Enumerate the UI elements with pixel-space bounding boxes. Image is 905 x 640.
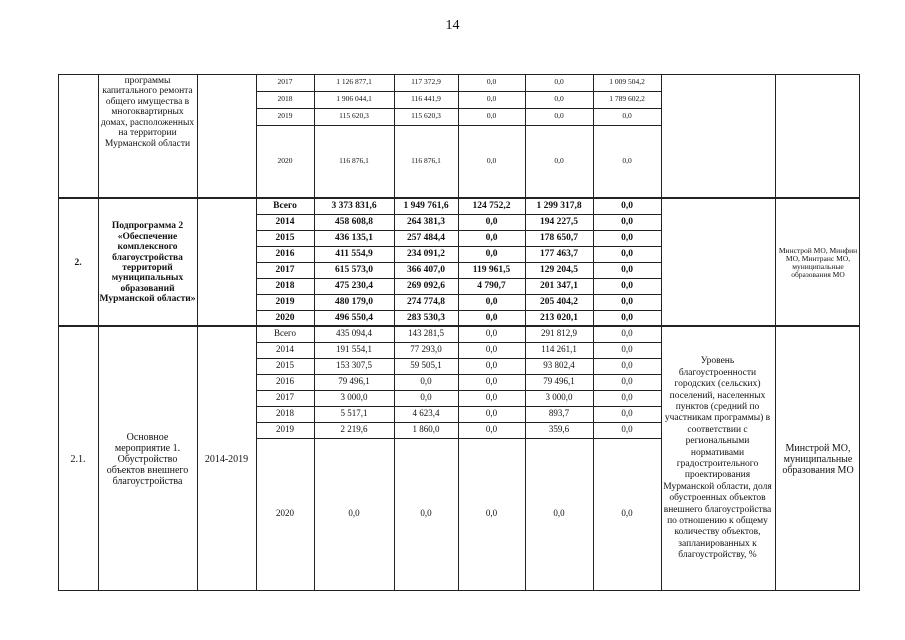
s21-row-total: 0,0 — [348, 508, 360, 519]
grid-line — [661, 74, 662, 591]
page-number: 14 — [445, 18, 460, 33]
s2-row-f1: 274 774,8 — [407, 296, 445, 307]
s21-row-total: 153 307,5 — [336, 360, 372, 371]
top-row-f4: 0,0 — [622, 156, 632, 166]
s21-row-f1: 143 281,5 — [408, 328, 444, 339]
top-row-year: 2020 — [277, 156, 293, 166]
section-21-executors: Минстрой МО, муниципальные образования МО — [782, 442, 854, 476]
s21-row-f4: 0,0 — [621, 392, 633, 403]
grid-line — [98, 74, 99, 591]
s21-row-f3: 291 812,9 — [541, 328, 577, 339]
top-row-f1: 116 876,1 — [411, 156, 441, 166]
top-row-year: 2017 — [277, 77, 293, 87]
s2-row-year: 2016 — [275, 248, 295, 259]
s21-row-year: 2018 — [276, 408, 294, 419]
grid-line — [197, 74, 198, 591]
top-row-year: 2018 — [277, 94, 293, 104]
top-row-f4: 1 009 504,2 — [609, 77, 645, 87]
s21-row-f3: 79 496,1 — [543, 376, 575, 387]
s21-row-year: 2017 — [276, 392, 294, 403]
grid-line — [458, 74, 459, 591]
s21-row-year: 2019 — [276, 424, 294, 435]
s21-row-f1: 0,0 — [420, 376, 432, 387]
s2-row-f2: 124 752,2 — [472, 200, 511, 211]
s21-row-f4: 0,0 — [621, 424, 633, 435]
s21-row-f4: 0,0 — [621, 360, 633, 371]
s2-row-f3: 213 020,1 — [540, 312, 578, 323]
top-row-f3: 0,0 — [554, 77, 564, 87]
s21-row-total: 79 496,1 — [338, 376, 370, 387]
top-row-f1: 115 620,3 — [411, 111, 441, 121]
grid-line — [525, 74, 526, 591]
top-row-total: 116 876,1 — [339, 156, 369, 166]
top-row-f4: 0,0 — [622, 111, 632, 121]
s2-row-f1: 366 407,0 — [407, 264, 445, 275]
s21-row-f4: 0,0 — [621, 408, 633, 419]
s2-row-f2: 0,0 — [485, 232, 498, 243]
s2-row-year: 2015 — [275, 232, 295, 243]
top-program-name: программы капитального ремонта общего имущества в многоквартирных домах, расположенных на территории Мурманской области — [100, 76, 195, 149]
s2-row-f4: 0,0 — [621, 280, 633, 291]
s21-row-total: 2 219,6 — [340, 424, 368, 435]
s2-row-total: 615 573,0 — [335, 264, 373, 275]
s21-row-year: 2016 — [276, 376, 294, 387]
section-2-name: Подпрограмма 2 «Обеспечение комплексного благоустройства территорий муниципальных образований Мурманской области» — [99, 221, 196, 305]
top-row-f3: 0,0 — [554, 111, 564, 121]
s2-row-total: 3 373 831,6 — [331, 200, 377, 211]
s2-row-total: 458 608,8 — [335, 216, 373, 227]
top-row-f3: 0,0 — [554, 94, 564, 104]
grid-line — [58, 197, 860, 199]
s21-row-f1: 4 623,4 — [412, 408, 440, 419]
s2-row-f4: 0,0 — [621, 248, 633, 259]
s21-row-f3: 93 802,4 — [543, 360, 575, 371]
s21-row-f3: 3 000,0 — [545, 392, 573, 403]
s2-row-f3: 205 404,2 — [540, 296, 578, 307]
s21-row-year: 2020 — [276, 508, 294, 519]
s21-row-f2: 0,0 — [485, 392, 498, 403]
top-row-f2: 0,0 — [486, 77, 497, 87]
section-2-executors: Минстрой МО, Минфин МО, Минтранс МО, муниципальные образования МО — [778, 245, 858, 280]
top-row-year: 2019 — [277, 111, 293, 121]
s2-row-year: 2014 — [275, 216, 295, 227]
s21-row-f4: 0,0 — [621, 344, 633, 355]
s21-row-f3: 359,6 — [548, 424, 570, 435]
s2-row-f3: 1 299 317,8 — [536, 200, 582, 211]
s21-row-f4: 0,0 — [621, 508, 633, 519]
s2-row-f2: 0,0 — [485, 216, 498, 227]
s2-row-f3: 177 463,7 — [540, 248, 578, 259]
top-row-f2: 0,0 — [486, 156, 497, 166]
s21-row-f2: 0,0 — [485, 344, 498, 355]
s2-row-year: 2017 — [275, 264, 295, 275]
s21-row-f2: 0,0 — [485, 424, 498, 435]
s2-row-f1: 264 381,3 — [407, 216, 445, 227]
s21-row-f1: 59 505,1 — [410, 360, 442, 371]
section-2-number: 2. — [74, 257, 82, 268]
s2-row-f3: 178 650,7 — [540, 232, 578, 243]
s21-row-f1: 77 293,0 — [410, 344, 442, 355]
s21-row-f4: 0,0 — [621, 376, 633, 387]
s21-row-f2: 0,0 — [485, 328, 498, 339]
grid-line — [775, 74, 776, 591]
s21-row-total: 191 554,1 — [336, 344, 372, 355]
s21-row-total: 5 517,1 — [340, 408, 368, 419]
s21-row-total: 435 094,4 — [336, 328, 372, 339]
s2-row-f1: 257 484,4 — [407, 232, 445, 243]
s2-row-f2: 4 790,7 — [477, 280, 506, 291]
s21-row-f1: 0,0 — [420, 508, 432, 519]
s21-row-f2: 0,0 — [485, 360, 498, 371]
top-row-f4: 1 789 602,2 — [609, 94, 645, 104]
s2-row-total: 496 550,4 — [335, 312, 373, 323]
s2-row-f1: 1 949 761,6 — [403, 200, 449, 211]
section-21-name: Основное мероприятие 1. Обустройство объектов внешнего благоустройства — [106, 431, 189, 487]
section-21-period: 2014-2019 — [204, 453, 249, 465]
s2-row-total: 475 230,4 — [335, 280, 373, 291]
top-row-f2: 0,0 — [486, 94, 497, 104]
grid-line — [58, 325, 860, 327]
s2-row-f2: 0,0 — [485, 296, 498, 307]
s2-row-f4: 0,0 — [621, 216, 633, 227]
top-row-f1: 117 372,9 — [411, 77, 441, 87]
s2-row-total: 436 135,1 — [335, 232, 373, 243]
section-21-indicator: Уровень благоустроенности городских (сельских) поселений, населенных пунктов (средний по участникам программы) в соответствии с региональными нормативами градостроительного проектирования Мурманской области, доля обустроенных объектов внешнего благоустройства по отношению к общему количеству объектов, запланированных к благоустройству, % — [663, 356, 772, 561]
s21-row-f3: 893,7 — [548, 408, 570, 419]
s2-row-f1: 234 091,2 — [407, 248, 445, 259]
s2-row-f4: 0,0 — [621, 264, 633, 275]
s2-row-f4: 0,0 — [621, 296, 633, 307]
top-row-total: 115 620,3 — [339, 111, 369, 121]
s2-row-f3: 194 227,5 — [540, 216, 578, 227]
s2-row-f4: 0,0 — [621, 312, 633, 323]
grid-line — [256, 74, 257, 591]
s2-row-year: 2019 — [275, 296, 295, 307]
s2-row-total: 411 554,9 — [335, 248, 373, 259]
grid-line — [314, 74, 315, 591]
s2-row-year: 2020 — [275, 312, 295, 323]
s2-row-f1: 283 530,3 — [407, 312, 445, 323]
s2-row-f2: 119 961,5 — [472, 264, 511, 275]
s2-row-f2: 0,0 — [485, 248, 498, 259]
s21-row-f2: 0,0 — [485, 376, 498, 387]
s21-row-f3: 114 261,1 — [541, 344, 577, 355]
top-row-total: 1 126 877,1 — [336, 77, 372, 87]
s21-row-year: 2014 — [276, 344, 294, 355]
s2-row-total: 480 179,0 — [335, 296, 373, 307]
s21-row-f1: 1 860,0 — [412, 424, 440, 435]
top-row-total: 1 906 044,1 — [336, 94, 372, 104]
s21-row-f4: 0,0 — [621, 328, 633, 339]
s2-row-year: Всего — [273, 200, 297, 211]
s2-row-f2: 0,0 — [485, 312, 498, 323]
s2-row-f4: 0,0 — [621, 200, 633, 211]
section-21-number: 2.1. — [70, 453, 86, 465]
s2-row-f3: 129 204,5 — [540, 264, 578, 275]
s21-row-f2: 0,0 — [485, 508, 498, 519]
s2-row-year: 2018 — [275, 280, 295, 291]
s2-row-f3: 201 347,1 — [540, 280, 578, 291]
s21-row-year: 2015 — [276, 360, 294, 371]
top-row-f2: 0,0 — [486, 111, 497, 121]
s2-row-f1: 269 092,6 — [407, 280, 445, 291]
top-row-f3: 0,0 — [554, 156, 564, 166]
s21-row-f2: 0,0 — [485, 408, 498, 419]
s21-row-year: Всего — [273, 328, 297, 339]
top-row-f1: 116 441,9 — [411, 94, 441, 104]
grid-line — [394, 74, 395, 591]
s21-row-f3: 0,0 — [553, 508, 565, 519]
grid-line — [593, 74, 594, 591]
s2-row-f4: 0,0 — [621, 232, 633, 243]
s21-row-total: 3 000,0 — [340, 392, 368, 403]
s21-row-f1: 0,0 — [420, 392, 432, 403]
